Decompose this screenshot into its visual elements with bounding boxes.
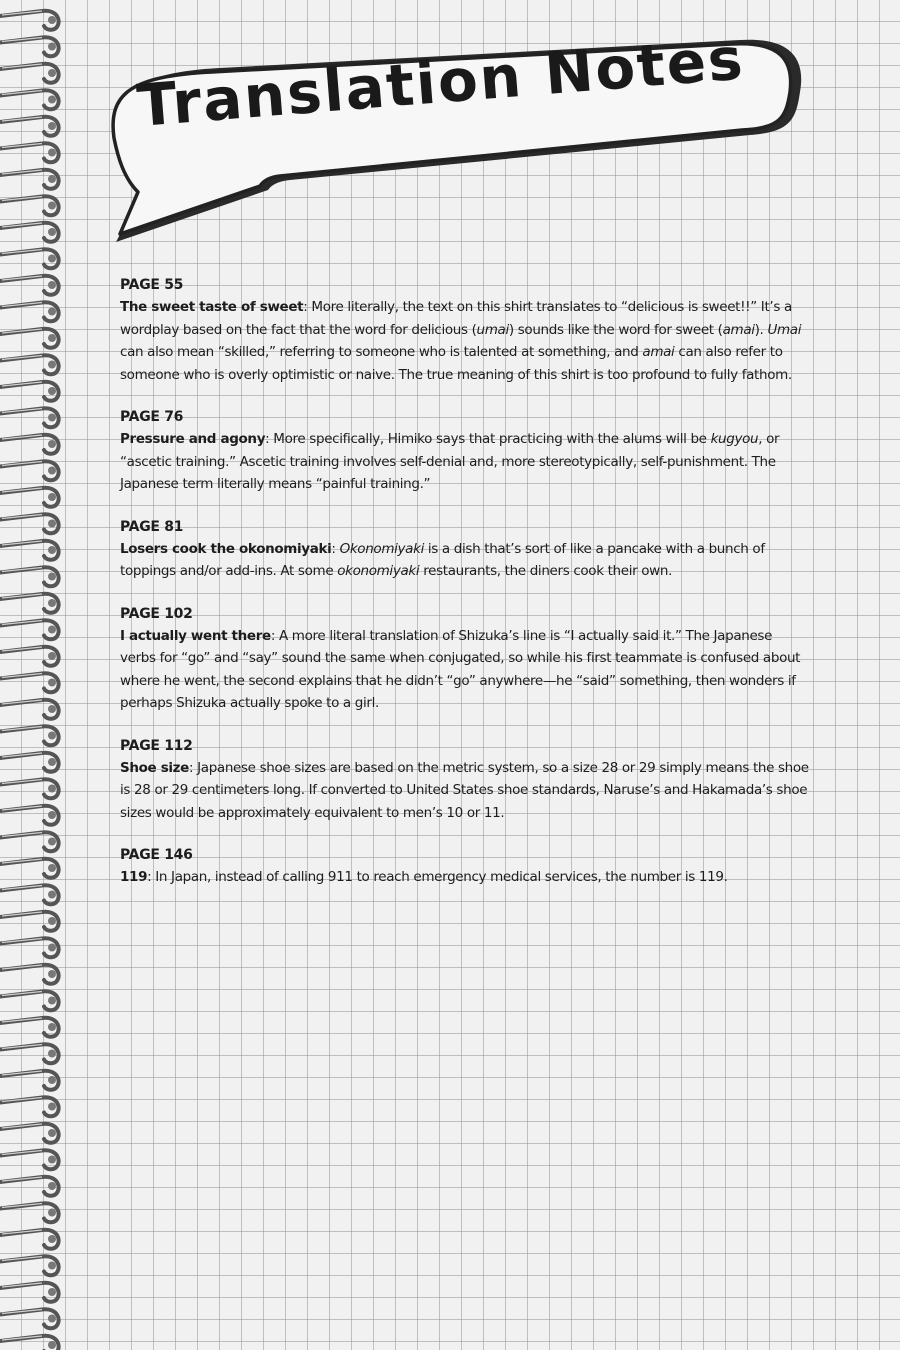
note-item: [120, 406, 810, 496]
spiral-ring: [0, 753, 59, 772]
spiral-ring: [0, 1150, 59, 1169]
note-text: can also refer to someone who is overly optimistic or naive. The true meaning of this shirt is too profound to fully fathom.: [120, 344, 792, 383]
spiral-ring: [0, 991, 59, 1010]
note-text: can also mean “skilled,” referring to someone who is talented at something, and: [120, 344, 643, 360]
spiral-ring: [0, 594, 59, 613]
spiral-ring: [0, 1230, 59, 1249]
note-text: In Japan, instead of calling 911 to reach emergency medical services, the number is 119.: [155, 869, 728, 885]
spiral-binding: [0, 0, 80, 1350]
spiral-ring: [0, 435, 59, 454]
spiral-ring: [0, 859, 59, 878]
spiral-ring: [0, 117, 59, 136]
note-item: [120, 735, 810, 825]
note-description: [120, 760, 809, 821]
note-page-label: PAGE 81: [120, 518, 184, 535]
spiral-ring: [0, 223, 59, 242]
spiral-ring: [0, 806, 59, 825]
note-body: Losers cook the okonomiyaki: Okonomiyaki is a dish that’s sort of like a pancake with a bunch of toppings and/or add-ins. At some okonomiyaki restaurants, the diners cook their own.: [120, 540, 765, 579]
spiral-ring: [0, 1071, 59, 1090]
note-page-label: PAGE 76: [120, 409, 184, 425]
spiral-ring: [0, 1309, 59, 1328]
spiral-ring: [0, 673, 59, 692]
note-page-label: PAGE 102: [120, 605, 193, 622]
spiral-ring: [0, 1203, 59, 1222]
note-text: Japanese shoe sizes are based on the metric system, so a size 28 or 29 simply means the shoe is 28 or 29 centimeters long. If converted to United States shoe standards, Naruse’s and Hakamada’s shoe sizes would be approximately equivalent to men’s 10 or 11.: [120, 759, 809, 821]
note-term: Pressure and agony: [120, 431, 266, 447]
note-body: Pressure and agony: More specifically, Himiko says that practicing with the alums will be kugyou, or “ascetic training.” Ascetic training involves self-denial and, more stereotypically, self-punishment. The Japanese term literally means “painful training.”: [120, 431, 780, 492]
note-page-label: PAGE 55: [120, 277, 184, 293]
notes-list: [120, 274, 810, 909]
note-italic-term: umai: [476, 321, 509, 338]
note-italic-term: amai: [642, 344, 675, 360]
note-text: is a dish that’s sort of like a pancake with a bunch of toppings and/or add-ins. At some: [120, 540, 765, 579]
note-text: A more literal translation of Shizuka’s line is “I actually said it.” The Japanese verbs for “go” and “say” sound the same when conjugated, so while his first teammate is confused about where he went, the second explains that he didn’t “go” anywhere—he “said” something, then wonders if perhaps Shizuka actually spoke to a girl.: [120, 627, 801, 711]
spiral-ring: [0, 461, 59, 480]
spiral-ring: [0, 1097, 59, 1116]
note-body: I actually went there: A more literal translation of Shizuka’s line is “I actually said it.” The Japanese verbs for “go” and “say” sound the same when conjugated, so while his first teammate is confused about where he went, the second explains that he didn’t “go” anywhere—he “said” something, then wonders if perhaps Shizuka actually spoke to a girl.: [120, 627, 801, 711]
note-body: The sweet taste of sweet: More literally, the text on this shirt translates to “delicious is sweet!!” It’s a wordplay based on the fact that the word for delicious (umai) sounds like the word for sweet (amai). Umai can also mean “skilled,” referring to someone who is talented at something, and amai can also refer to someone who is overly optimistic or naive. The true meaning of this shirt is too profound to fully fathom.: [120, 299, 802, 383]
note-page-label: PAGE 146: [120, 847, 193, 863]
note-description: [155, 869, 727, 885]
note-item: [120, 274, 810, 386]
spiral-ring: [0, 938, 59, 957]
spiral-ring: [0, 143, 59, 162]
spiral-ring: [0, 700, 59, 719]
note-italic-term: kugyou: [710, 431, 759, 447]
spiral-ring: [0, 196, 59, 215]
spiral-ring: [0, 355, 59, 374]
note-body: Shoe size: Japanese shoe sizes are based on the metric system, so a size 28 or 29 simply means the shoe is 28 or 29 centimeters long. If converted to United States shoe standards, Naruse’s and Hakamada’s shoe sizes would be approximately equivalent to men’s 10 or 11.: [120, 759, 809, 821]
spiral-ring: [0, 647, 59, 666]
note-italic-term: okonomiyaki: [337, 563, 420, 579]
spiral-ring: [0, 276, 59, 295]
spiral-ring: [0, 1283, 59, 1302]
spiral-ring: [0, 1124, 59, 1143]
spiral-ring: [0, 912, 59, 931]
note-term: Shoe size: [120, 759, 189, 776]
note-italic-term: Okonomiyaki: [339, 540, 424, 557]
note-text: restaurants, the diners cook their own.: [419, 563, 673, 579]
spiral-ring: [0, 1256, 59, 1275]
spiral-ring: [0, 329, 59, 348]
spiral-ring: [0, 726, 59, 745]
spiral-ring: [0, 90, 59, 109]
note-text: More specifically, Himiko says that practicing with the alums will be: [273, 431, 711, 447]
note-term: Losers cook the okonomiyaki: [120, 540, 332, 557]
spiral-ring: [0, 488, 59, 507]
note-page-label: PAGE 112: [120, 737, 193, 754]
spiral-ring: [0, 170, 59, 189]
note-item: [120, 603, 810, 715]
spiral-ring: [0, 408, 59, 427]
note-text: ).: [754, 321, 768, 338]
note-term: I actually went there: [120, 627, 271, 644]
spiral-ring: [0, 832, 59, 851]
note-text: More literally, the text on this shirt translates to “delicious is sweet!!” It’s a wordplay based on the fact that the word for delicious (: [120, 299, 792, 338]
spiral-ring: [0, 965, 59, 984]
spiral-ring: [0, 514, 59, 533]
note-item: [120, 516, 810, 583]
note-term: 119: [120, 869, 148, 885]
spiral-ring: [0, 64, 59, 83]
spiral-ring: [0, 249, 59, 268]
spiral-ring: [0, 1177, 59, 1196]
spiral-ring: [0, 1018, 59, 1037]
note-item: [120, 844, 810, 889]
spiral-ring: [0, 620, 59, 639]
spiral-ring: [0, 885, 59, 904]
spiral-ring: [0, 302, 59, 321]
page-title: Translation Notes: [134, 24, 747, 140]
spiral-ring: [0, 567, 59, 586]
note-text: ) sounds like the word for sweet (: [508, 321, 723, 338]
spiral-ring: [0, 1336, 59, 1350]
spiral-ring: [0, 382, 59, 401]
spiral-ring: [0, 1044, 59, 1063]
spiral-ring: [0, 779, 59, 798]
note-text: , or “ascetic training.” Ascetic training involves self-denial and, more stereotypically, self-punishment. The Japanese term literally means “painful training.”: [120, 431, 780, 492]
spiral-ring: [0, 541, 59, 560]
note-italic-term: Umai: [767, 321, 802, 338]
spiral-ring: [0, 37, 59, 56]
note-term: The sweet taste of sweet: [120, 299, 304, 315]
note-body: 119: In Japan, instead of calling 911 to reach emergency medical services, the number is 119.: [120, 869, 728, 885]
spiral-ring: [0, 11, 59, 30]
note-italic-term: amai: [722, 321, 755, 338]
